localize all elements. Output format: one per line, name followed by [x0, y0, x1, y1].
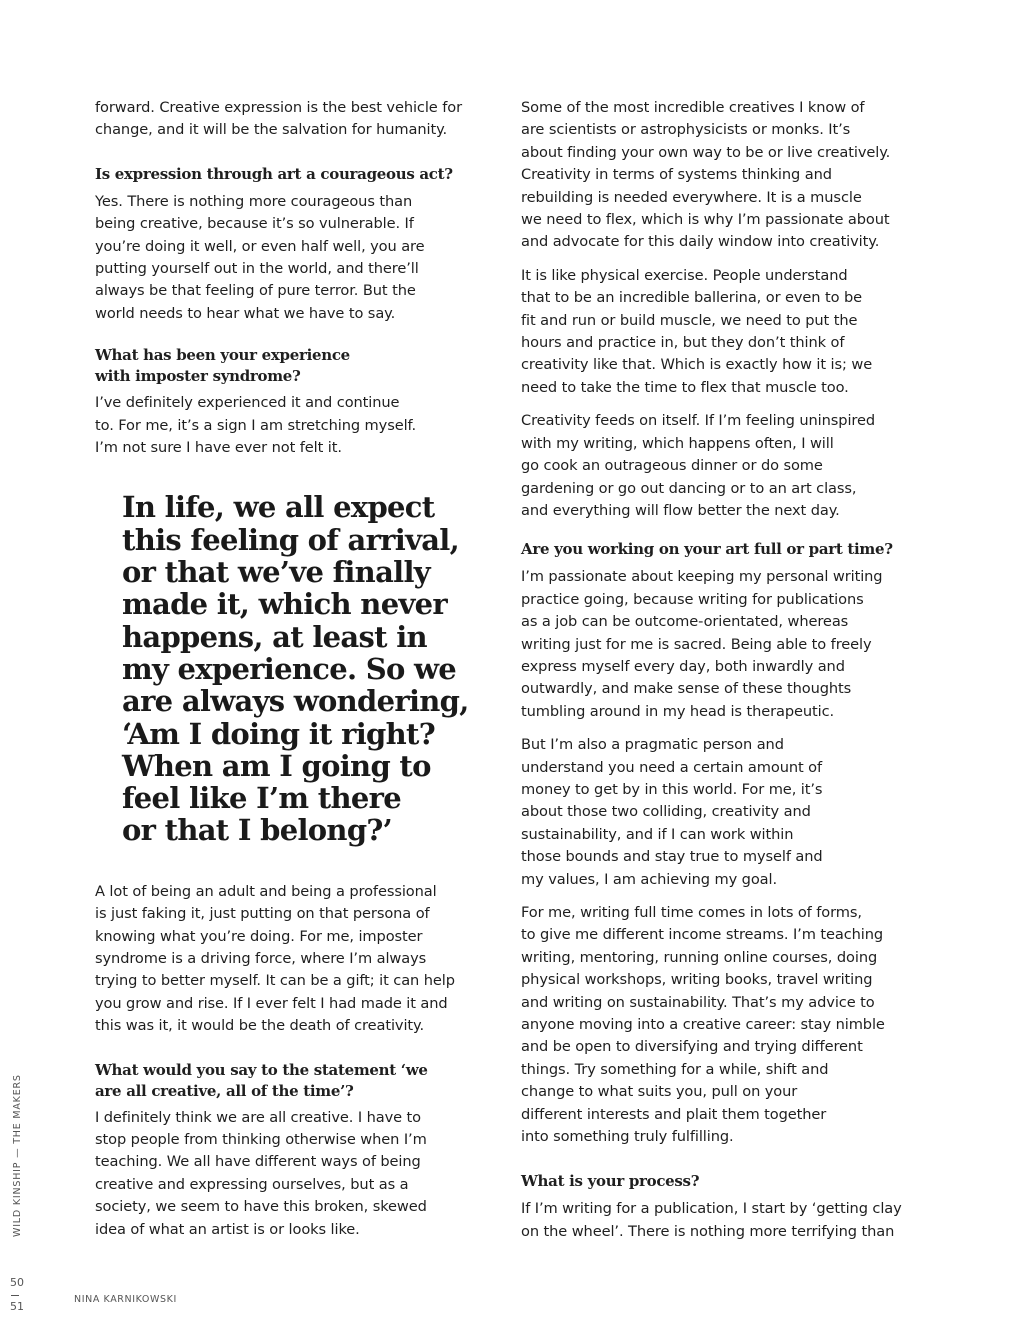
- body-paragraph: I definitely think we are all creative. I have to stop people from thinking otherwise when I’m teaching. We all have different ways of being creative and expressing ourselves, but as a society, we seem to have this broken, skewed idea of what an artist is or looks like.: [95, 1108, 427, 1238]
- body-paragraph: I’m passionate about keeping my personal writing practice going, because writing for publications as a job can be outcome-orientated, whereas writing just for me is sacred. Being able to freely express myself every day, both inwardly and outwardly, and make sense of these thoughts tumbling around in my head is therapeutic.: [521, 568, 883, 720]
- page-number-right: 51: [10, 1300, 24, 1313]
- body-paragraph: If I’m writing for a publication, I start by ‘getting clay on the wheel’. There is nothing more terrifying than: [521, 1200, 902, 1240]
- question-heading: What would you say to the statement ‘we are all creative, all of the time’?: [95, 1060, 428, 1100]
- body-paragraph: It is like physical exercise. People understand that to be an incredible ballerina, or even to be fit and run or build muscle, we need to put the hours and practice in, but they don’t think of creativity like that. Which is exactly how it is; we need to take the time to flex that muscle too.: [521, 266, 873, 396]
- question-heading: Are you working on your art full or part time?: [521, 540, 893, 559]
- body-paragraph: For me, writing full time comes in lots of forms, to give me different income streams. I’m teaching writing, mentoring, running online courses, doing physical workshops, writing books, travel writing and writing on sustainability. That’s my advice to anyone moving into a creative career: stay nimble and be open to diversifying and trying different things. Try something for a while, shift and change to what suits you, pull on your different interests and plait them together into something truly fulfilling.: [521, 904, 885, 1146]
- body-paragraph: A lot of being an adult and being a professional is just faking it, just putting on that persona of knowing what you’re doing. For me, imposter syndrome is a driving force, where I’m always trying to better myself. It can be a gift; it can help you grow and rise. If I ever felt I had made it and this was it, it would be the death of creativity.: [95, 882, 455, 1035]
- body-paragraph: Some of the most incredible creatives I know of are scientists or astrophysicists or monks. It’s about finding your own way to be or live creatively. Creativity in terms of systems thinking and rebuilding is needed everywhere. It is a muscle we need to flex, which is why I’m passionate about and advocate for this daily window into creativity.: [521, 99, 891, 251]
- page-number-left: 50: [10, 1276, 24, 1289]
- author-name: NINA KARNIKOWSKI: [74, 1294, 177, 1305]
- body-paragraph: I’ve definitely experienced it and continue to. For me, it’s a sign I am stretching myself. I’m not sure I have ever not felt it.: [95, 394, 417, 457]
- body-paragraph: Creativity feeds on itself. If I’m feeling uninspired with my writing, which happens often, I will go cook an outrageous dinner or do some gardening or go out dancing or to an art class, and everything will flow better the next day.: [521, 412, 876, 519]
- body-paragraph: Yes. There is nothing more courageous than being creative, because it’s so vulnerable. If you’re doing it well, or even half well, you are putting yourself out in the world, and there’ll always be that feeling of pure terror. But the world needs to hear what we have to say.: [95, 192, 425, 322]
- question-heading: Is expression through art a courageous act?: [95, 164, 453, 183]
- body-paragraph: forward. Creative expression is the best vehicle for change, and it will be the salvation for humanity.: [95, 99, 462, 139]
- pull-quote: In life, we all expect this feeling of arrival, or that we’ve finally made it, which never happens, at least in my experience. So we are always wondering, ‘Am I doing it right? When am I going to feel like I’m there or that I belong?’: [122, 490, 469, 848]
- section-label: WILD KINSHIP — THE MAKERS: [12, 1074, 23, 1237]
- question-heading: What is your process?: [521, 1172, 700, 1191]
- right-column: [521, 97, 921, 1243]
- page-numbers: [10, 1276, 24, 1314]
- page-number-divider: [11, 1295, 19, 1296]
- body-paragraph: But I’m also a pragmatic person and understand you need a certain amount of money to get by in this world. For me, it’s about those two colliding, creativity and sustainability, and if I can work within those bounds and stay true to myself and my values, I am achieving my goal.: [521, 736, 823, 888]
- left-column: [95, 97, 485, 1241]
- question-heading: What has been your experience with imposter syndrome?: [95, 346, 350, 386]
